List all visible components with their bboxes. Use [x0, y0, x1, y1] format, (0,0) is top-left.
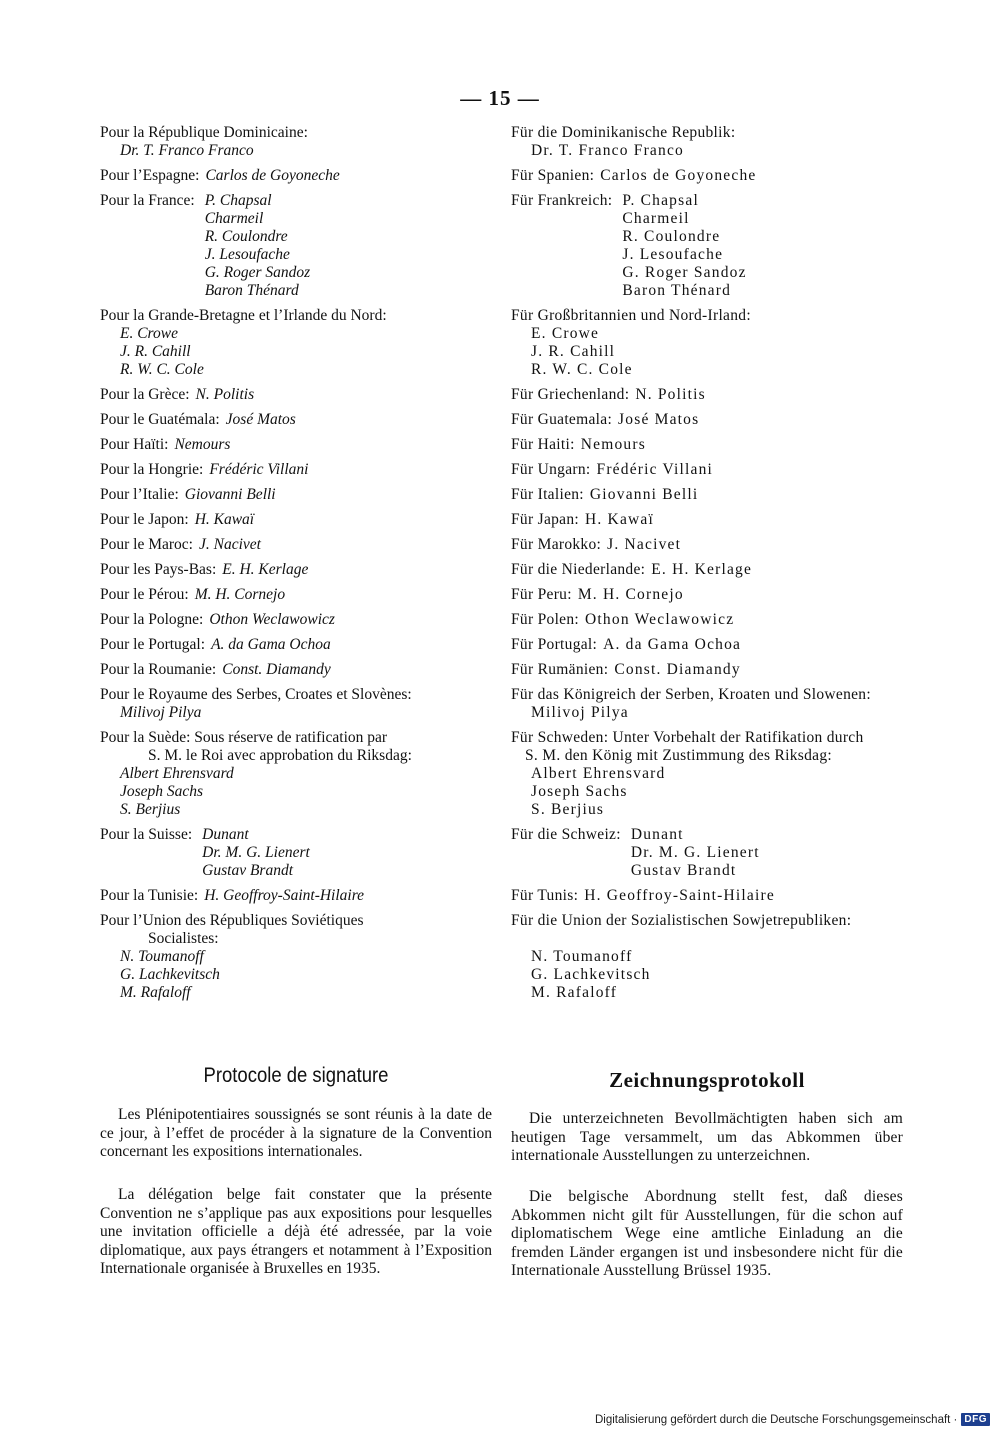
country-label: Pour la Grande-Bretagne et l’Irlande du Nord: [100, 307, 387, 324]
signatory-name: J. R. Cahill [531, 343, 616, 360]
country-label: Pour la République Dominicaine: [100, 124, 308, 141]
signatory-name: M. Rafaloff [531, 984, 618, 1001]
footer-text: Digitalisierung gefördert durch die Deutsche Forschungsgemeinschaft · [594, 1413, 958, 1426]
country-label-continuation: Socialistes: [148, 930, 219, 947]
country-label: Pour le Maroc: [100, 536, 193, 553]
signatory-name: Gustav Brandt [202, 862, 293, 879]
signatory-entry [511, 912, 903, 1002]
signatory-entry [100, 461, 492, 479]
signatory-entry [100, 536, 492, 554]
signatory-name: M. H. Cornejo [577, 586, 684, 603]
signatory-name: Nemours [580, 436, 646, 453]
country-label: Für Spanien: [511, 167, 595, 184]
signatory-name: Giovanni Belli [589, 486, 699, 503]
signatory-name: S. Berjius [531, 801, 605, 818]
country-label-continuation: S. M. le Roi avec approbation du Riksdag: [148, 747, 412, 764]
signatory-entry [511, 636, 903, 654]
country-label: Pour la Suède: Sous réserve de ratification par [100, 729, 388, 746]
signatory-entry [511, 411, 903, 429]
country-label: Pour la Roumanie: [100, 661, 217, 678]
signatory-name: N. Politis [635, 386, 706, 403]
signatory-name: Baron Thénard [204, 282, 299, 299]
signatory-name: R. W. C. Cole [531, 361, 633, 378]
country-label: Pour la France: [100, 192, 195, 209]
signatory-name: E. H. Kerlage [651, 561, 753, 578]
signatory-name: Dr. M. G. Lienert [630, 844, 760, 861]
german-signatories-column [511, 124, 903, 1009]
signatory-name: Charmeil [622, 210, 690, 227]
country-label: Pour le Portugal: [100, 636, 206, 653]
signatory-entry [100, 586, 492, 604]
signatory-entry [511, 386, 903, 404]
signatory-name: Const. Diamandy [614, 661, 741, 678]
signatory-entry [100, 386, 492, 404]
signatory-name: M. H. Cornejo [194, 586, 286, 603]
country-label: Pour l’Espagne: [100, 167, 200, 184]
signatory-name: H. Geoffroy-Saint-Hilaire [584, 887, 775, 904]
signatory-name: Charmeil [204, 210, 264, 227]
signatory-name: Const. Diamandy [222, 661, 331, 678]
signatory-name: P. Chapsal [204, 192, 272, 209]
country-label: Pour le Guatémala: [100, 411, 220, 428]
signatory-entry [100, 511, 492, 529]
signatory-entry [511, 729, 903, 819]
country-label: Für die Schweiz: [511, 826, 621, 843]
french-signatories-column [100, 124, 492, 1009]
country-label: Pour la Hongrie: [100, 461, 204, 478]
signatory-name: N. Politis [195, 386, 255, 403]
signatory-entry [100, 686, 492, 722]
signatory-entry [100, 192, 492, 300]
country-label: Pour la Pologne: [100, 611, 204, 628]
signatory-entry [100, 611, 492, 629]
signatory-entry [100, 486, 492, 504]
page-number: — 15 — [460, 86, 540, 110]
signatory-name: R. W. C. Cole [120, 361, 204, 378]
country-label: Für Peru: [511, 586, 572, 603]
signatory-name: N. Toumanoff [120, 948, 204, 965]
country-label: Pour la Tunisie: [100, 887, 199, 904]
signatory-name: Frédéric Villani [596, 461, 714, 478]
signatory-entry [100, 826, 492, 880]
country-label: Für Guatemala: [511, 411, 613, 428]
signatory-entry [511, 661, 903, 679]
signatory-name: Nemours [174, 436, 231, 453]
signatory-name: Dunant [202, 826, 249, 843]
signatory-entry [511, 536, 903, 554]
country-label: Für Frankreich: [511, 192, 613, 209]
signatory-name: Baron Thénard [622, 282, 732, 299]
signatory-name: H. Geoffroy-Saint-Hilaire [204, 887, 365, 904]
signatory-name: Frédéric Villani [209, 461, 309, 478]
country-label: Pour le Royaume des Serbes, Croates et Slovènes: [100, 686, 412, 703]
signatory-name: S. Berjius [120, 801, 181, 818]
country-label: Für die Niederlande: [511, 561, 646, 578]
digitization-footer [595, 1413, 990, 1426]
signatory-name: E. H. Kerlage [222, 561, 309, 578]
signatory-entry [511, 192, 903, 300]
country-label: Pour le Pérou: [100, 586, 189, 603]
signatory-name: P. Chapsal [622, 192, 699, 209]
country-label: Für Schweden: Unter Vorbehalt der Ratifikation durch [511, 729, 864, 746]
country-label: Für Großbritannien und Nord-Irland: [511, 307, 751, 324]
signatory-entry [511, 887, 903, 905]
signatory-name: G. Lachkevitsch [531, 966, 651, 983]
signatory-name: R. Coulondre [622, 228, 721, 245]
country-label: Für Ungarn: [511, 461, 591, 478]
signatory-name: M. Rafaloff [120, 984, 191, 1001]
signatory-name: N. Toumanoff [531, 948, 633, 965]
country-label: Pour la Grèce: [100, 386, 190, 403]
signatory-name: Milivoj Pilya [120, 704, 202, 721]
dfg-logo: DFG [961, 1413, 990, 1426]
country-label: Für Griechenland: [511, 386, 630, 403]
signatory-entry [511, 511, 903, 529]
french-section-title: Protocole de signature [203, 1064, 389, 1087]
country-label: Pour la Suisse: [100, 826, 193, 843]
country-label: Für Haiti: [511, 436, 575, 453]
french-paragraph-2: La délégation belge fait constater que la présente Convention ne s’applique pas aux expositions pour lesquelles une invitation officielle a déjà été adressée, par la voie diplomatique, aux pays étrangers et notamment à l’Exposition Internationale organisée à Bruxelles en 1935. [100, 1186, 492, 1277]
signatory-entry [100, 411, 492, 429]
german-paragraph-2: Die belgische Abordnung stellt fest, daß dieses Abkommen nicht gilt für Ausstellungen, für die schon auf diplomatischem Wege eine amtliche Einladung an die fremden Länder ergangen ist und insbesondere nicht für die Internationale Ausstellung Brüssel 1935. [511, 1188, 903, 1279]
country-label: Pour les Pays-Bas: [100, 561, 217, 578]
german-section-title: Zeichnungsprotokoll [609, 1068, 805, 1092]
signatory-name: E. Crowe [531, 325, 600, 342]
signatory-name: J. R. Cahill [120, 343, 191, 360]
country-label: Pour l’Union des Républiques Soviétiques [100, 912, 364, 929]
signatory-entry [100, 912, 492, 1002]
signatory-entry [100, 661, 492, 679]
signatory-entry [100, 636, 492, 654]
country-label: Für Tunis: [511, 887, 579, 904]
signatory-name: J. Lesoufache [204, 246, 290, 263]
country-label: Pour le Japon: [100, 511, 189, 528]
country-label: Für Japan: [511, 511, 580, 528]
country-label: Für die Dominikanische Republik: [511, 124, 736, 141]
signatory-entry [511, 436, 903, 454]
french-paragraph-1: Les Plénipotentiaires soussignés se sont réunis à la date de ce jour, à l’effet de procéder à la signature de la Convention concernant les expositions internationales. [100, 1106, 492, 1160]
signatory-name: J. Nacivet [198, 536, 261, 553]
signatory-entry [511, 561, 903, 579]
country-label: Für das Königreich der Serben, Kroaten und Slowenen: [511, 686, 871, 703]
signatory-entry [100, 887, 492, 905]
signatory-entry [511, 167, 903, 185]
signatory-name: H. Kawaï [194, 511, 255, 528]
signatory-name: Albert Ehrensvard [531, 765, 666, 782]
signatory-entry [511, 826, 903, 880]
signatory-name: A. da Gama Ochoa [211, 636, 331, 653]
signatory-entry [511, 307, 903, 379]
signatory-entry [100, 561, 492, 579]
country-label: Für Marokko: [511, 536, 602, 553]
signatory-entry [511, 686, 903, 722]
signatory-name: Othon Weclawowicz [209, 611, 335, 628]
country-label: Für Rumänien: [511, 661, 609, 678]
signatory-name: Albert Ehrensvard [120, 765, 234, 782]
signatory-name: Dr. T. Franco Franco [531, 142, 684, 159]
signatory-name: Giovanni Belli [184, 486, 276, 503]
signatory-name: E. Crowe [120, 325, 178, 342]
country-label: Für die Union der Sozialistischen Sowjetrepubliken: [511, 912, 852, 929]
signatory-entry [511, 461, 903, 479]
signatory-name: H. Kawaï [585, 511, 655, 528]
signatory-name: J. Nacivet [607, 536, 682, 553]
signatory-entry [100, 436, 492, 454]
signatory-name: Carlos de Goyoneche [600, 167, 757, 184]
signatory-name: José Matos [618, 411, 700, 428]
german-paragraph-1: Die unterzeichneten Bevollmächtigten haben sich am heutigen Tage versammelt, um das Abkommen über internationale Ausstellungen zu unterzeichnen. [511, 1110, 903, 1164]
country-label: Für Polen: [511, 611, 580, 628]
signatory-name: Dr. M. G. Lienert [202, 844, 310, 861]
signatory-name: Carlos de Goyoneche [205, 167, 340, 184]
signatory-entry [511, 611, 903, 629]
signatory-name: R. Coulondre [204, 228, 288, 245]
signatory-name: G. Roger Sandoz [204, 264, 311, 281]
country-label: Für Italien: [511, 486, 584, 503]
signatory-name: José Matos [225, 411, 296, 428]
signatory-entry [100, 167, 492, 185]
signatory-entry [511, 486, 903, 504]
signatory-name: Gustav Brandt [630, 862, 737, 879]
signatory-entry [100, 729, 492, 819]
signatory-name: A. da Gama Ochoa [603, 636, 742, 653]
signatory-entry [100, 307, 492, 379]
signatory-name: Dr. T. Franco Franco [120, 142, 254, 159]
signatory-name: Dunant [630, 826, 684, 843]
signatory-name: G. Roger Sandoz [622, 264, 747, 281]
country-label: Pour l’Italie: [100, 486, 179, 503]
signatory-name: Joseph Sachs [531, 783, 628, 800]
signatory-name: Milivoj Pilya [531, 704, 629, 721]
signatory-name: Othon Weclawowicz [585, 611, 735, 628]
country-label-continuation: S. M. den König mit Zustimmung des Riksdag: [525, 747, 832, 764]
signatory-name: Joseph Sachs [120, 783, 204, 800]
signatory-entry [511, 124, 903, 160]
signatory-entry [100, 124, 492, 160]
signatory-entry [511, 586, 903, 604]
country-label: Für Portugal: [511, 636, 598, 653]
signatory-name: G. Lachkevitsch [120, 966, 220, 983]
signatory-name: J. Lesoufache [622, 246, 724, 263]
country-label: Pour Haïti: [100, 436, 169, 453]
